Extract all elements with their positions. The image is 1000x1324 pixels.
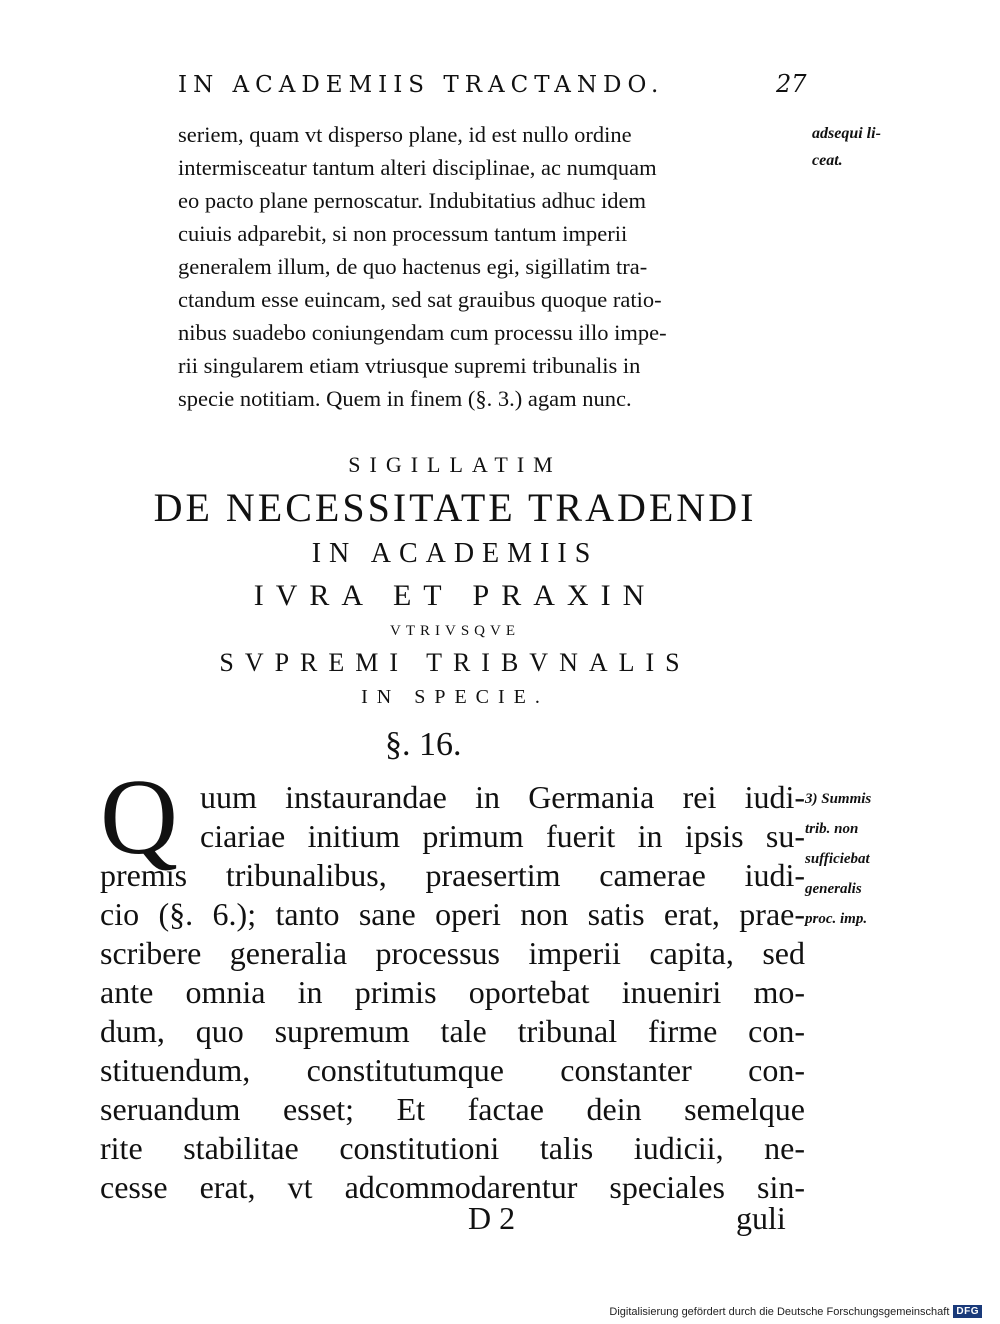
running-head: IN ACADEMIIS TRACTANDO. bbox=[178, 72, 665, 98]
text-line: intermisceatur tantum alteri disciplinae, ac numquam bbox=[178, 155, 657, 180]
heading-line: VTRIVSQVE bbox=[390, 623, 520, 639]
intro-paragraph bbox=[178, 118, 818, 415]
text-line: scribere generalia processus imperii capita, sed bbox=[100, 935, 805, 971]
margin-note-line: 3) Summis bbox=[805, 791, 872, 807]
text-line: eo pacto plane pernoscatur. Indubitatius adhuc idem bbox=[178, 188, 646, 213]
margin-note-line: adsequi li- bbox=[812, 125, 881, 142]
text-line: uum instaurandae in Germania rei iudi- bbox=[200, 779, 805, 815]
margin-note-line: ceat. bbox=[812, 152, 843, 169]
text-line: seriem, quam vt disperso plane, id est nullo ordine bbox=[178, 122, 632, 147]
text-line: dum, quo supremum tale tribunal firme con- bbox=[100, 1013, 805, 1049]
section-heading bbox=[100, 448, 810, 712]
text-line: ctandum esse euincam, sed sat grauibus quoque ratio- bbox=[178, 287, 662, 312]
text-line: rite stabilitae constitutioni talis iudicii, ne- bbox=[100, 1130, 805, 1166]
text-line: generalem illum, de quo hactenus egi, sigillatim tra- bbox=[178, 254, 648, 279]
text-line: nibus suadebo coniungendam cum processu illo impe- bbox=[178, 320, 667, 345]
drop-cap: Q bbox=[100, 758, 178, 877]
text-line: cuiuis adparebit, si non processum tantum imperii bbox=[178, 221, 628, 246]
signature-mark: D 2 bbox=[468, 1200, 516, 1236]
credit-text: Digitalisierung gefördert durch die Deutsche Forschungsgemeinschaft bbox=[609, 1305, 950, 1318]
text-line: premis tribunalibus, praesertim camerae iudi- bbox=[100, 857, 805, 893]
text-line: stituendum, constitutumque constanter con- bbox=[100, 1052, 805, 1088]
margin-note-line: proc. imp. bbox=[805, 911, 868, 927]
heading-line: IN ACADEMIIS bbox=[311, 538, 599, 569]
text-line: specie notitiam. Quem in finem (§. 3.) agam nunc. bbox=[178, 386, 632, 411]
heading-line: SVPREMI TRIBVNALIS bbox=[219, 648, 691, 677]
heading-line: SIGILLATIM bbox=[348, 452, 562, 477]
page-number: 27 bbox=[776, 70, 807, 98]
text-line: cesse erat, vt adcommodarentur speciales sin- bbox=[100, 1169, 805, 1205]
margin-note-section bbox=[805, 784, 871, 934]
text-line: seruandum esset; Et factae dein semelque bbox=[100, 1091, 805, 1127]
catchword: guli bbox=[736, 1200, 786, 1236]
text-line: cio (§. 6.); tanto sane operi non satis erat, prae- bbox=[100, 896, 805, 932]
heading-line: DE NECESSITATE TRADENDI bbox=[153, 485, 757, 530]
margin-note-top bbox=[812, 120, 881, 174]
section-number: §. 16. bbox=[385, 726, 462, 763]
heading-line: IN SPECIE. bbox=[361, 686, 549, 708]
heading-line: IVRA ET PRAXIN bbox=[253, 579, 657, 612]
text-line: rii singularem etiam vtriusque supremi tribunalis in bbox=[178, 353, 641, 378]
text-line: ciariae initium primum fuerit in ipsis su- bbox=[200, 818, 805, 854]
body-paragraph bbox=[100, 778, 805, 1207]
dfg-logo-icon: DFG bbox=[953, 1305, 982, 1318]
margin-note-line: trib. non bbox=[805, 821, 859, 837]
text-line: ante omnia in primis oportebat inueniri mo- bbox=[100, 974, 805, 1010]
digitization-credit bbox=[609, 1305, 982, 1318]
margin-note-line: sufficiebat bbox=[805, 851, 870, 867]
margin-note-line: generalis bbox=[805, 881, 862, 897]
